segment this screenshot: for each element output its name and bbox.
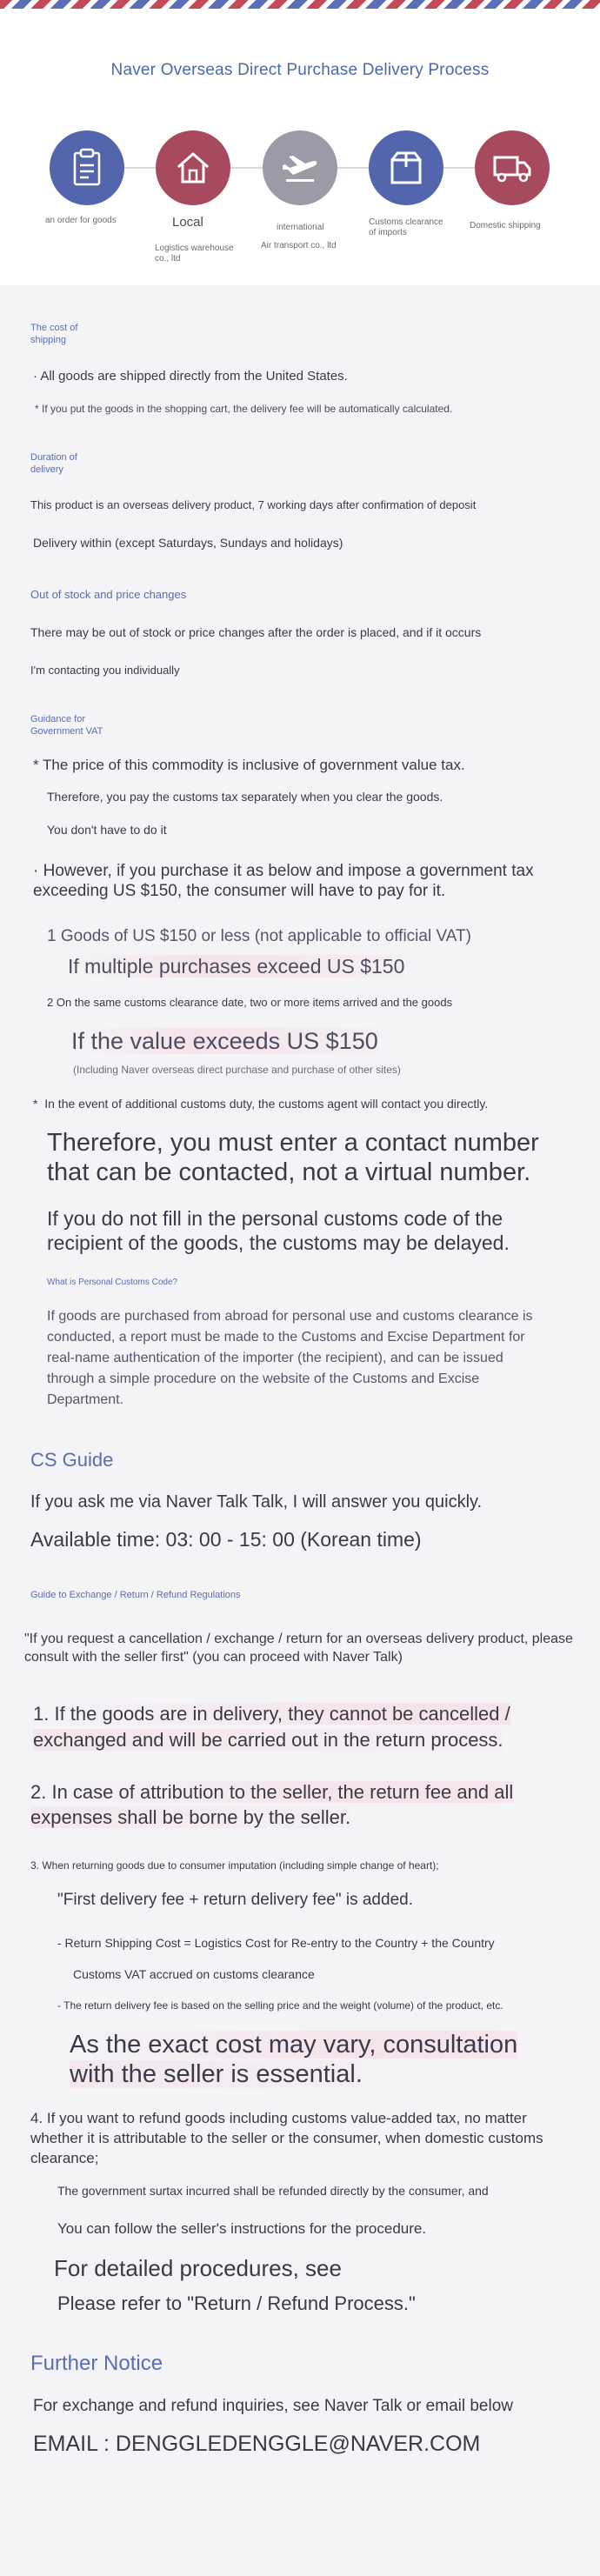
airmail-border (0, 0, 600, 9)
exchange-p3e (0, 2030, 600, 2089)
customs-code-link[interactable]: What is Personal Customs Code? (47, 1278, 178, 1287)
exchange-p2 (0, 1779, 600, 1830)
step-label-international: international (277, 223, 324, 232)
stock-line2: I'm contacting you individually (30, 664, 180, 677)
further-line1: For exchange and refund inquiries, see Naver Talk or email below (33, 2397, 514, 2415)
exchange-p4c: For detailed procedures, see (54, 2255, 342, 2281)
exchange-p3d: - The return delivery fee is based on the selling price and the weight (volume) of the product, etc. (57, 1999, 503, 2012)
cs-line1: If you ask me via Naver Talk Talk, I will answer you quickly. (30, 1492, 483, 1512)
step-warehouse (156, 130, 230, 205)
step-customs (369, 130, 443, 205)
exchange-p4d: Please refer to "Return / Refund Process." (57, 2292, 416, 2314)
exchange-heading: Guide to Exchange / Return / Refund Regulations (30, 1590, 241, 1600)
vat-item2c: (Including Naver overseas direct purchase and purchase of other sites) (73, 1064, 401, 1076)
duration-line2: Delivery within (except Saturdays, Sundays and holidays) (33, 536, 343, 550)
vat-line1-text: The price of this commodity is inclusive of government value tax. (43, 757, 465, 773)
shipping-line2: * If you put the goods in the shopping cart, the delivery fee will be automatically calculated. (35, 403, 453, 415)
step-order (50, 130, 124, 205)
page-title: Naver Overseas Direct Purchase Delivery Process (110, 61, 490, 79)
shipping-line1: · All goods are shipped directly from the United States. (33, 369, 348, 384)
vat-note2: If you do not fill in the personal customs code of the recipient of the goods, the customs may be delayed. (47, 1207, 510, 1254)
step-air (263, 130, 337, 205)
vat-item1: 1 Goods of US $150 or less (not applicable to official VAT) (47, 927, 471, 945)
duration-heading: Duration of delivery (30, 452, 77, 475)
vat-item1b (0, 955, 600, 978)
exchange-p3a: "First delivery fee + return delivery fee" is added. (57, 1891, 413, 1909)
exchange-p2-text: 2. In case of attribution to the seller, the return fee and all expenses shall be borne by the seller. (30, 1781, 514, 1828)
vat-line2: Therefore, you pay the customs tax separately when you clear the goods. (47, 790, 443, 804)
vat-heading: Guidance for Government VAT (30, 714, 103, 737)
vat-line1: * The price of this commodity is inclusive of government value tax. (33, 757, 465, 773)
exchange-p3e-text: As the exact cost may vary, consultation with the seller is essential. (70, 2031, 518, 2088)
house-icon (175, 150, 211, 185)
exchange-quote: "If you request a cancellation / exchange / return for an overseas delivery product, please consult with the seller first" (you can proceed with Naver Talk) (24, 1632, 573, 1665)
cs-line2: Available time: 03: 00 - 15: 00 (Korean time) (30, 1528, 422, 1551)
step-label-local: Local (172, 215, 203, 230)
exchange-p3: 3. When returning goods due to consumer imputation (including simple change of heart); (30, 1859, 439, 1872)
truck-icon (491, 150, 533, 185)
exchange-p4a: The government surtax incurred shall be refunded directly by the consumer, and (57, 2184, 489, 2198)
vat-item2b-text: If the value exceeds US $150 (71, 1028, 378, 1054)
step-label-order: an order for goods (45, 216, 117, 225)
step-label-air: Air transport co., ltd (261, 241, 337, 250)
exchange-p3c: Customs VAT accrued on customs clearance (73, 1967, 315, 1981)
duration-line1: This product is an overseas delivery product, 7 working days after confirmation of deposit (30, 498, 477, 511)
vat-line4: · However, if you purchase it as below and impose a government tax exceeding US $150, the consumer will have to pay for it. (33, 862, 534, 900)
step-label-warehouse: Logistics warehouse co., ltd (155, 244, 234, 264)
exchange-p4: 4. If you want to refund goods including customs value-added tax, no matter whether it is attributable to the seller or the consumer, when domestic customs clearance; (30, 2110, 543, 2166)
cs-heading: CS Guide (30, 1449, 114, 1471)
step-domestic (475, 130, 550, 205)
step-label-domestic: Domestic shipping (470, 221, 541, 230)
policy-content (0, 285, 600, 2576)
contact-email[interactable]: EMAIL : DENGGLEDENGGLE@NAVER.COM (33, 2432, 481, 2456)
further-heading: Further Notice (30, 2352, 163, 2375)
vat-note1-text: In the event of additional customs duty, the customs agent will contact you directly. (44, 1097, 489, 1111)
customs-code-text: If goods are purchased from abroad for personal use and customs clearance is conducted, a report must be made to the Customs and Excise Department for real-name authentication of the importer (the recipient), and can be issued through a simple procedure on the website of the Customs and Excise Department. (47, 1309, 533, 1407)
exchange-p1 (0, 1701, 600, 1753)
vat-note1: * In the event of additional customs duty, the customs agent will contact you directly. (33, 1097, 489, 1111)
process-steps (0, 130, 600, 270)
stock-heading: Out of stock and price changes (30, 588, 187, 601)
box-icon (388, 150, 424, 186)
vat-note1-big: Therefore, you must enter a contact number that can be contacted, not a virtual number. (47, 1129, 539, 1186)
stock-line1: There may be out of stock or price changes after the order is placed, and if it occurs (30, 625, 482, 639)
shipping-heading: The cost of shipping (30, 323, 78, 345)
exchange-p1-text: 1. If the goods are in delivery, they cannot be cancelled / exchanged and will be carried out in the return process. (33, 1703, 510, 1751)
exchange-p4b: You can follow the seller's instructions for the procedure. (57, 2220, 427, 2237)
process-section (0, 9, 600, 285)
vat-item1b-text: If multiple purchases exceed US $150 (68, 955, 405, 978)
clipboard-icon (70, 148, 104, 188)
step-label-customs: Customs clearance of imports (369, 217, 443, 237)
vat-item2: 2 On the same customs clearance date, two or more items arrived and the goods (47, 996, 453, 1009)
vat-line3: You don't have to do it (47, 823, 167, 837)
airplane-icon (279, 150, 321, 185)
vat-item2b (0, 1028, 600, 1055)
exchange-p3b: - Return Shipping Cost = Logistics Cost for Re-entry to the Country + the Country (57, 1936, 495, 1950)
